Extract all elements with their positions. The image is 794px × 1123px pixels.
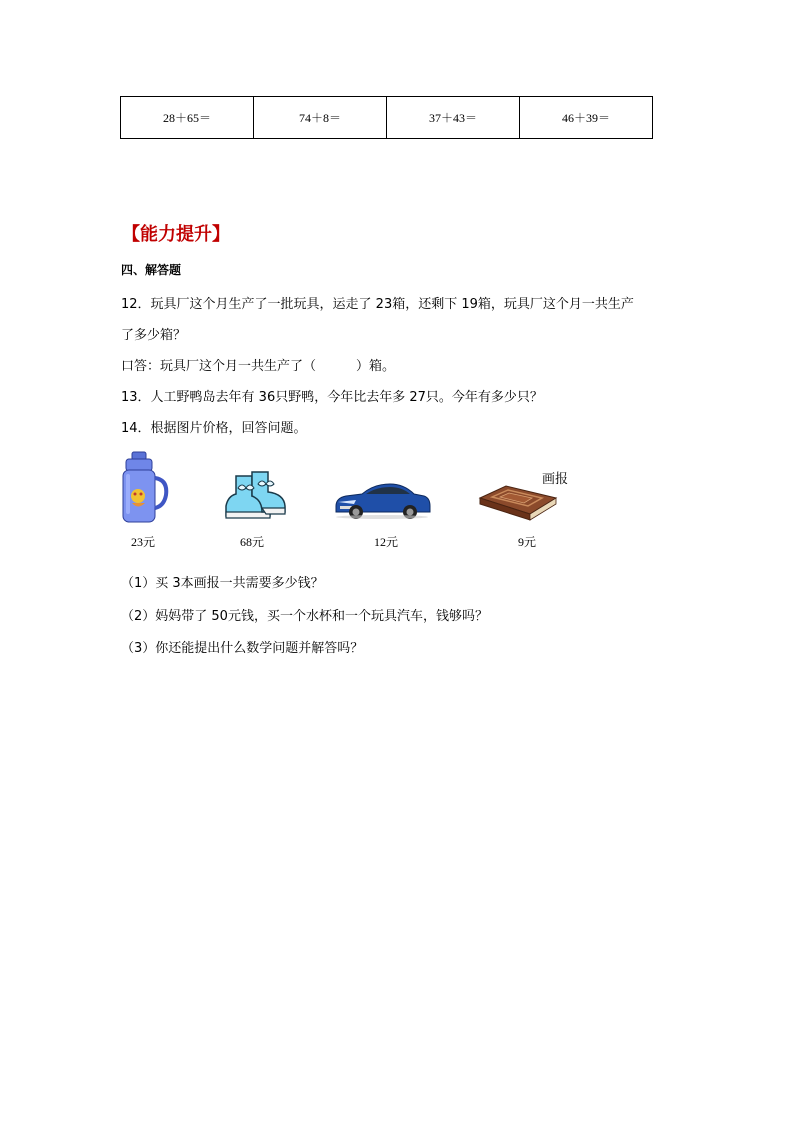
- thermos-cup-icon: [118, 450, 170, 525]
- calc-table: [120, 96, 653, 139]
- answer-prefix: 口答：玩具厂这个月一共生产了（: [121, 359, 317, 374]
- question-13: 13．人工野鸭岛去年有 36只野鸭，今年比去年多 27只。今年有多少只？: [121, 390, 543, 405]
- baby-shoes-icon: [222, 468, 288, 524]
- sub-question-1: （1）买 3本画报一共需要多少钱？: [121, 576, 324, 591]
- calc-cell: 46＋39＝: [520, 97, 653, 139]
- question-12-answer: [121, 355, 395, 374]
- item-label: 画报: [542, 472, 569, 487]
- calc-cell: 28＋65＝: [121, 97, 254, 139]
- question-12-line1: 12．玩具厂这个月生产了一批玩具，运走了 23箱，还剩下 19箱，玩具厂这个月一共生产: [121, 297, 634, 312]
- item-price: 23元: [131, 535, 156, 549]
- question-12-line2: 了多少箱？: [121, 328, 187, 343]
- calc-row: [121, 97, 653, 139]
- section-title: 【能力提升】: [122, 224, 230, 245]
- item-price: 9元: [518, 535, 537, 549]
- answer-suffix: ）箱。: [356, 359, 396, 374]
- calc-cell: 74＋8＝: [254, 97, 387, 139]
- sub-question-3: （3）你还能提出什么数学问题并解答吗？: [121, 641, 364, 656]
- item-price: 12元: [374, 535, 399, 549]
- toy-car-icon: [332, 478, 432, 520]
- sub-title: 四、解答题: [121, 263, 182, 277]
- item-price: 68元: [240, 535, 265, 549]
- sub-question-2: （2）妈妈带了 50元钱，买一个水杯和一个玩具汽车，钱够吗？: [121, 609, 488, 624]
- question-14: 14．根据图片价格，回答问题。: [121, 421, 307, 436]
- picture-book-icon: [478, 484, 558, 524]
- calc-cell: 37＋43＝: [387, 97, 520, 139]
